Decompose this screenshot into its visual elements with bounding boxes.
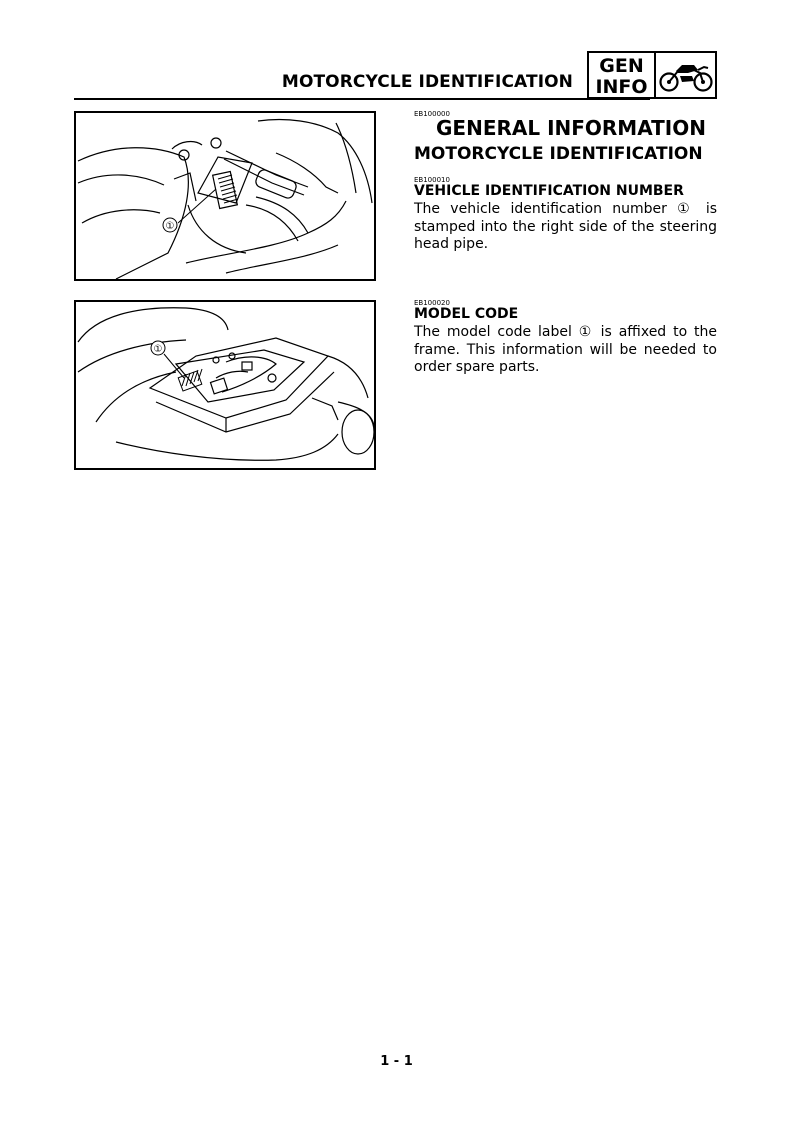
section-code: EB100000	[414, 110, 450, 118]
model-code-location-illustration	[76, 302, 374, 468]
vin-paragraph: The vehicle identification number ① is stamped into the right side of the steering head pipe.	[414, 201, 717, 252]
motorcycle-icon	[658, 59, 714, 93]
subsection-code-model: EB100020	[414, 299, 450, 307]
section-tab	[587, 51, 717, 99]
model-code-paragraph: The model code label ① is affixed to the frame. This information will be needed to order spare parts.	[414, 324, 717, 375]
page-title: GENERAL INFORMATION	[436, 116, 706, 140]
running-header-title: MOTORCYCLE IDENTIFICATION	[281, 72, 573, 92]
page-number: 1 - 1	[380, 1054, 413, 1069]
figure-vin-location	[74, 111, 376, 281]
section-heading: MOTORCYCLE IDENTIFICATION	[414, 144, 703, 164]
subsection-code-vin: EB100010	[414, 176, 450, 184]
header-rule	[74, 98, 650, 100]
section-tab-divider	[654, 53, 656, 97]
figure-model-code-location	[74, 300, 376, 470]
vin-heading: VEHICLE IDENTIFICATION NUMBER	[414, 183, 684, 199]
model-code-heading: MODEL CODE	[414, 306, 519, 322]
section-tab-line2: INFO	[595, 76, 648, 98]
figure2-callout: ①	[153, 344, 163, 355]
figure1-callout: ①	[165, 221, 175, 232]
section-tab-line1: GEN	[599, 55, 644, 77]
vin-location-illustration	[76, 113, 374, 279]
